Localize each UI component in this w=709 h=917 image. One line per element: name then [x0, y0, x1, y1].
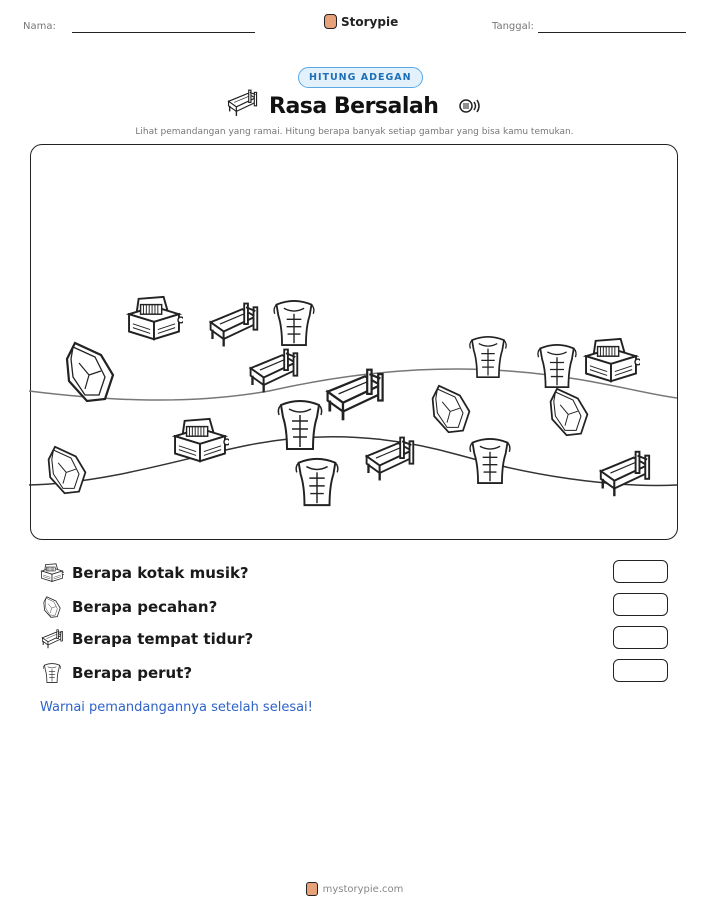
brand-name: Storypie	[341, 14, 399, 29]
instructions: Lihat pemandangan yang ramai. Hitung berapa banyak setiap gambar yang bisa kamu temukan.	[135, 127, 574, 137]
closing-instruction: Warnai pemandangannya setelah selesai!	[40, 700, 313, 715]
storypie-mascot-icon	[324, 14, 337, 29]
answer-box-bed[interactable]	[613, 626, 668, 649]
date-label: Tanggal:	[492, 21, 534, 32]
abs-item	[274, 301, 314, 345]
question-text: Berapa kotak musik?	[72, 564, 249, 582]
question-music-box	[40, 563, 249, 583]
question-abs	[40, 662, 192, 684]
page-title: Rasa Bersalah	[269, 94, 439, 119]
audio-icon[interactable]	[458, 97, 482, 115]
abs-item	[470, 439, 510, 483]
shard-icon	[40, 596, 64, 618]
shard-item	[49, 447, 86, 493]
brand-logo	[324, 14, 398, 29]
music-box-item	[129, 297, 184, 339]
storypie-mascot-icon	[306, 882, 318, 896]
abs-item	[538, 345, 576, 387]
abs-icon	[40, 662, 64, 684]
counting-scene	[30, 144, 678, 540]
music-box-icon	[40, 563, 64, 583]
hill-line-front	[29, 437, 677, 486]
site-footer	[0, 882, 709, 896]
shard-item	[67, 343, 113, 401]
section-badge: HITUNG ADEGAN	[298, 67, 423, 88]
bed-item	[328, 370, 383, 421]
bed-item	[601, 452, 649, 496]
bed-icon	[225, 89, 259, 117]
shard-item	[433, 386, 470, 432]
site-url[interactable]: mystorypie.com	[322, 883, 404, 895]
answer-box-shard[interactable]	[613, 593, 668, 616]
question-bed	[40, 629, 253, 649]
bed-item	[367, 438, 414, 481]
music-box-item	[586, 339, 641, 381]
question-shard	[40, 596, 217, 618]
date-field-line[interactable]	[538, 32, 686, 33]
name-label: Nama:	[23, 21, 56, 32]
abs-item	[296, 459, 338, 505]
shard-item	[551, 389, 588, 435]
answer-box-music-box[interactable]	[613, 560, 668, 583]
question-text: Berapa pecahan?	[72, 598, 218, 616]
music-box-item	[175, 419, 230, 461]
question-text: Berapa perut?	[72, 664, 193, 682]
bed-icon	[40, 629, 64, 649]
name-field-line[interactable]	[72, 32, 255, 33]
answer-box-abs[interactable]	[613, 659, 668, 682]
question-text: Berapa tempat tidur?	[72, 630, 254, 648]
abs-item	[279, 401, 322, 449]
bed-item	[211, 304, 258, 347]
